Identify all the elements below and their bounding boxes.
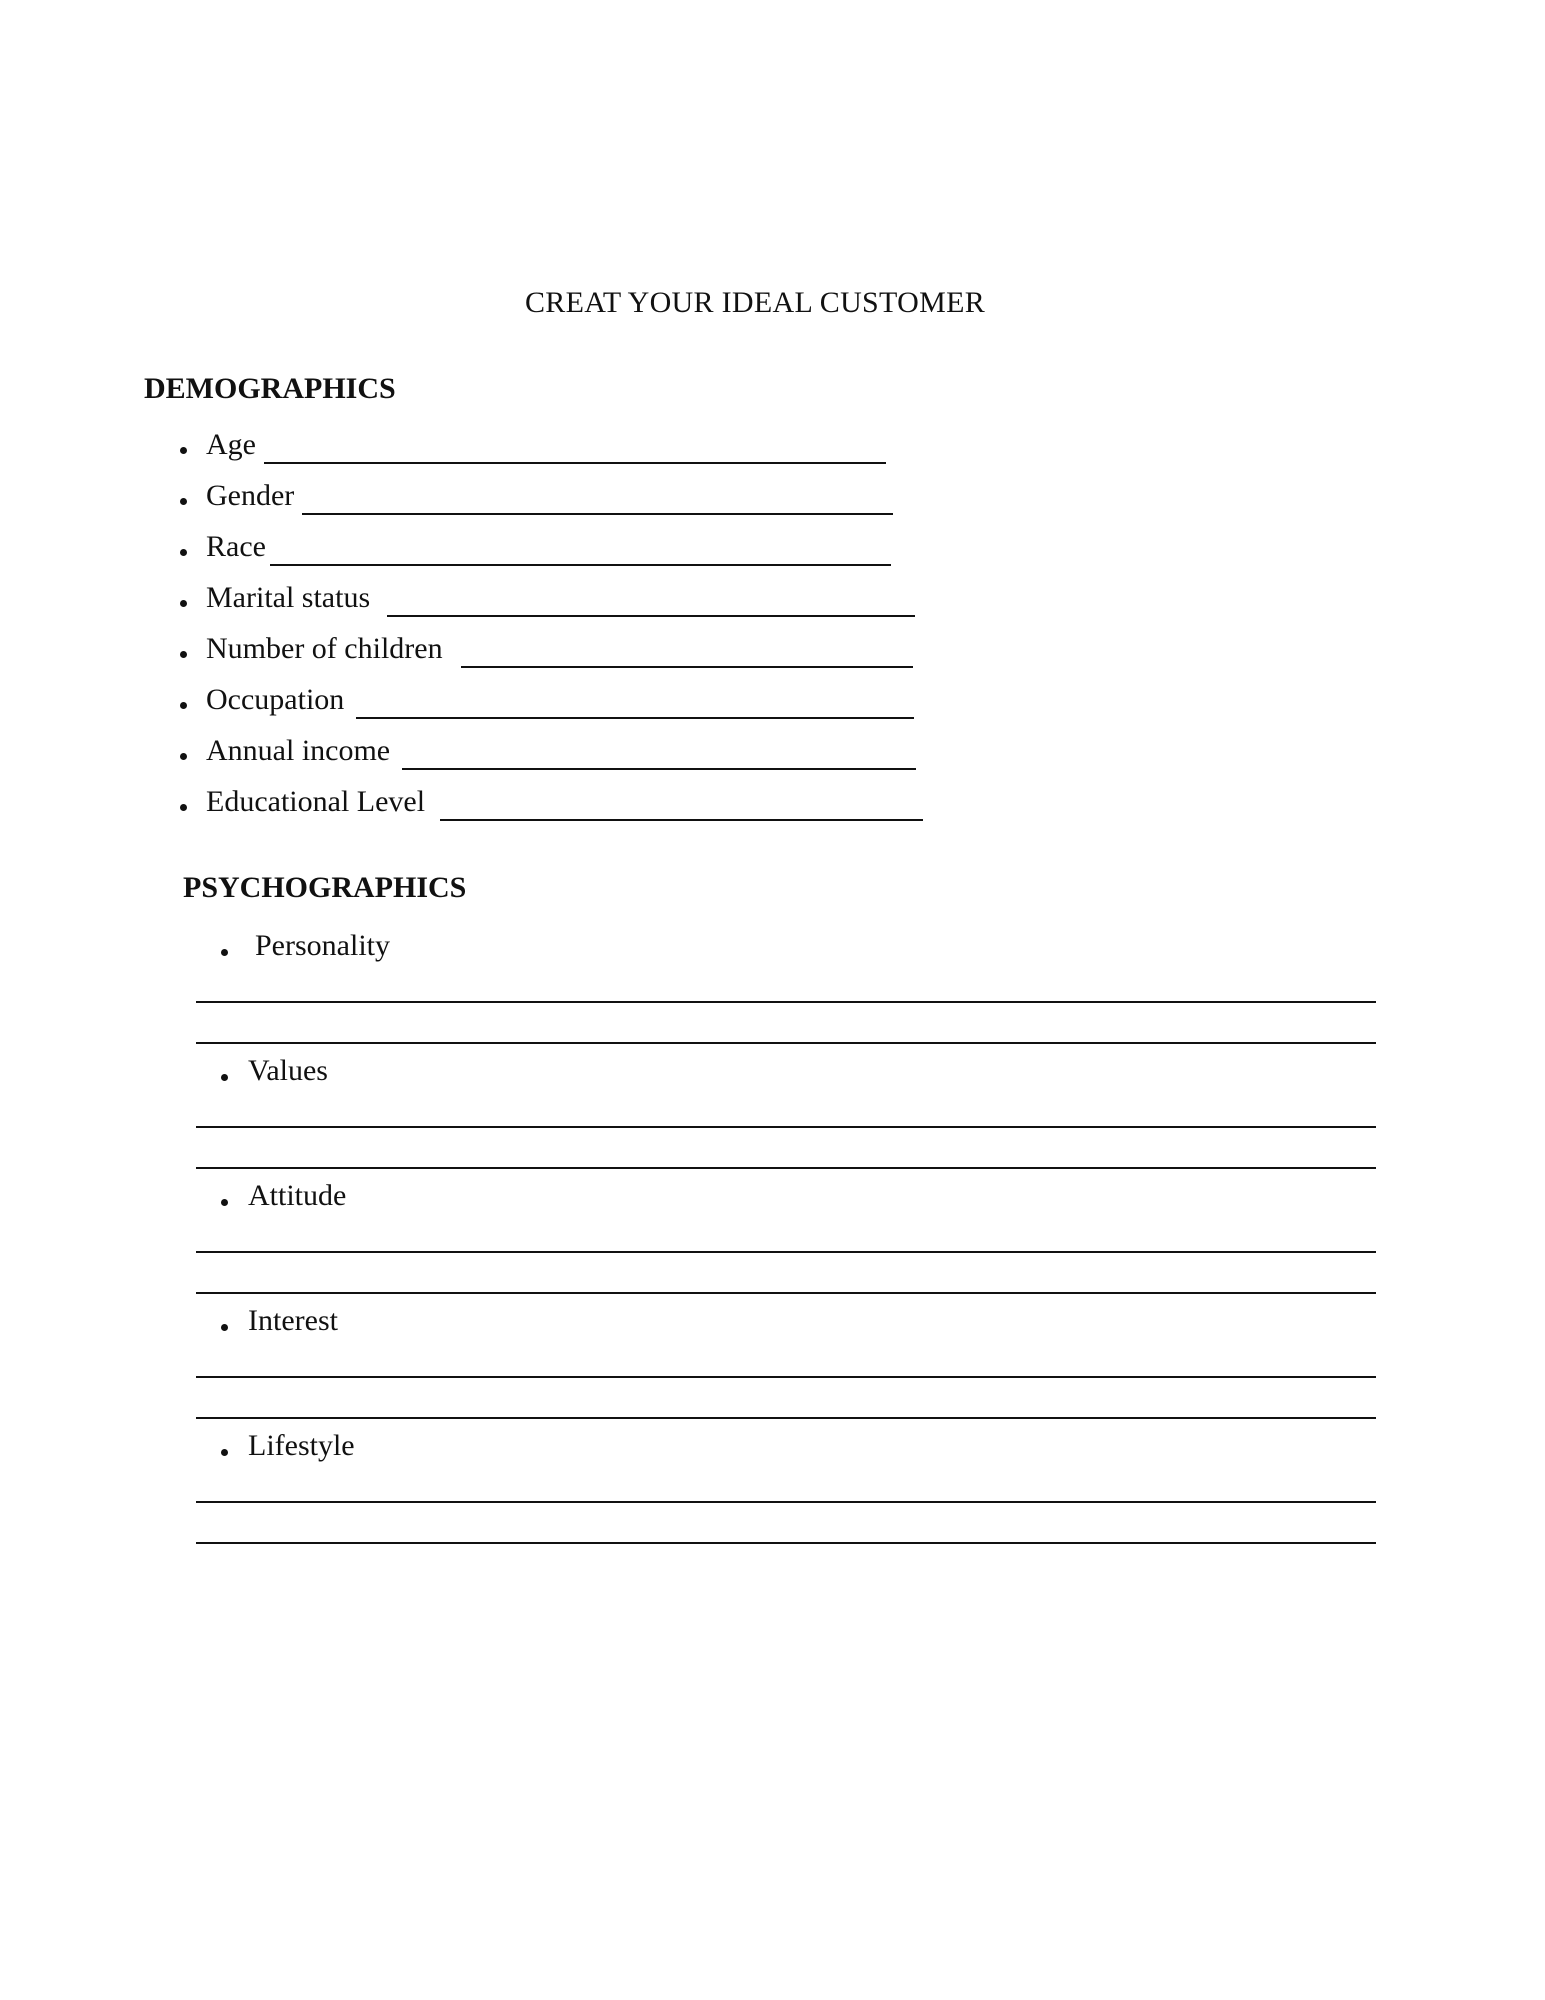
psychographic-label: Values — [248, 1054, 328, 1087]
page-title: CREAT YOUR IDEAL CUSTOMER — [524, 286, 986, 319]
psychographics-heading: PSYCHOGRAPHICS — [183, 871, 467, 904]
gender-answer-line[interactable] — [302, 513, 893, 515]
demographic-label: Annual income — [206, 734, 391, 767]
educational-level-answer-line[interactable] — [440, 819, 923, 821]
interest-answer-line[interactable] — [196, 1417, 1376, 1419]
lifestyle-answer-line[interactable] — [196, 1501, 1376, 1503]
bullet-icon — [180, 753, 187, 760]
demographic-label: Gender — [206, 479, 295, 512]
bullet-icon — [180, 447, 187, 454]
demographics-heading: DEMOGRAPHICS — [144, 372, 396, 405]
annual-income-answer-line[interactable] — [402, 768, 916, 770]
demographic-label: Marital status — [206, 581, 371, 614]
age-answer-line[interactable] — [264, 462, 886, 464]
demographic-label: Age — [206, 428, 256, 461]
attitude-answer-line[interactable] — [196, 1292, 1376, 1294]
bullet-icon — [221, 1449, 228, 1456]
demographic-label: Educational Level — [206, 785, 426, 818]
bullet-icon — [221, 1074, 228, 1081]
bullet-icon — [221, 1324, 228, 1331]
bullet-icon — [221, 1199, 228, 1206]
psychographic-item-values — [0, 1054, 1545, 1094]
personality-answer-line[interactable] — [196, 1042, 1376, 1044]
bullet-icon — [180, 549, 187, 556]
psychographic-label: Lifestyle — [248, 1429, 355, 1462]
bullet-icon — [180, 651, 187, 658]
lifestyle-answer-line[interactable] — [196, 1542, 1376, 1544]
demographic-label: Occupation — [206, 683, 345, 716]
psychographic-label: Attitude — [248, 1179, 347, 1212]
personality-answer-line[interactable] — [196, 1001, 1376, 1003]
psychographic-item-interest — [0, 1304, 1545, 1344]
psychographic-label: Personality — [255, 929, 390, 962]
demographic-label: Race — [206, 530, 266, 563]
psychographic-item-attitude — [0, 1179, 1545, 1219]
race-answer-line[interactable] — [270, 564, 891, 566]
bullet-icon — [180, 804, 187, 811]
psychographic-item-lifestyle — [0, 1429, 1545, 1469]
values-answer-line[interactable] — [196, 1126, 1376, 1128]
bullet-icon — [180, 702, 187, 709]
marital-status-answer-line[interactable] — [387, 615, 915, 617]
bullet-icon — [180, 600, 187, 607]
psychographic-item-personality — [0, 929, 1545, 969]
values-answer-line[interactable] — [196, 1167, 1376, 1169]
attitude-answer-line[interactable] — [196, 1251, 1376, 1253]
number-of-children-answer-line[interactable] — [461, 666, 913, 668]
psychographic-label: Interest — [248, 1304, 338, 1337]
interest-answer-line[interactable] — [196, 1376, 1376, 1378]
bullet-icon — [221, 949, 228, 956]
occupation-answer-line[interactable] — [356, 717, 914, 719]
demographic-label: Number of children — [206, 632, 443, 665]
bullet-icon — [180, 498, 187, 505]
